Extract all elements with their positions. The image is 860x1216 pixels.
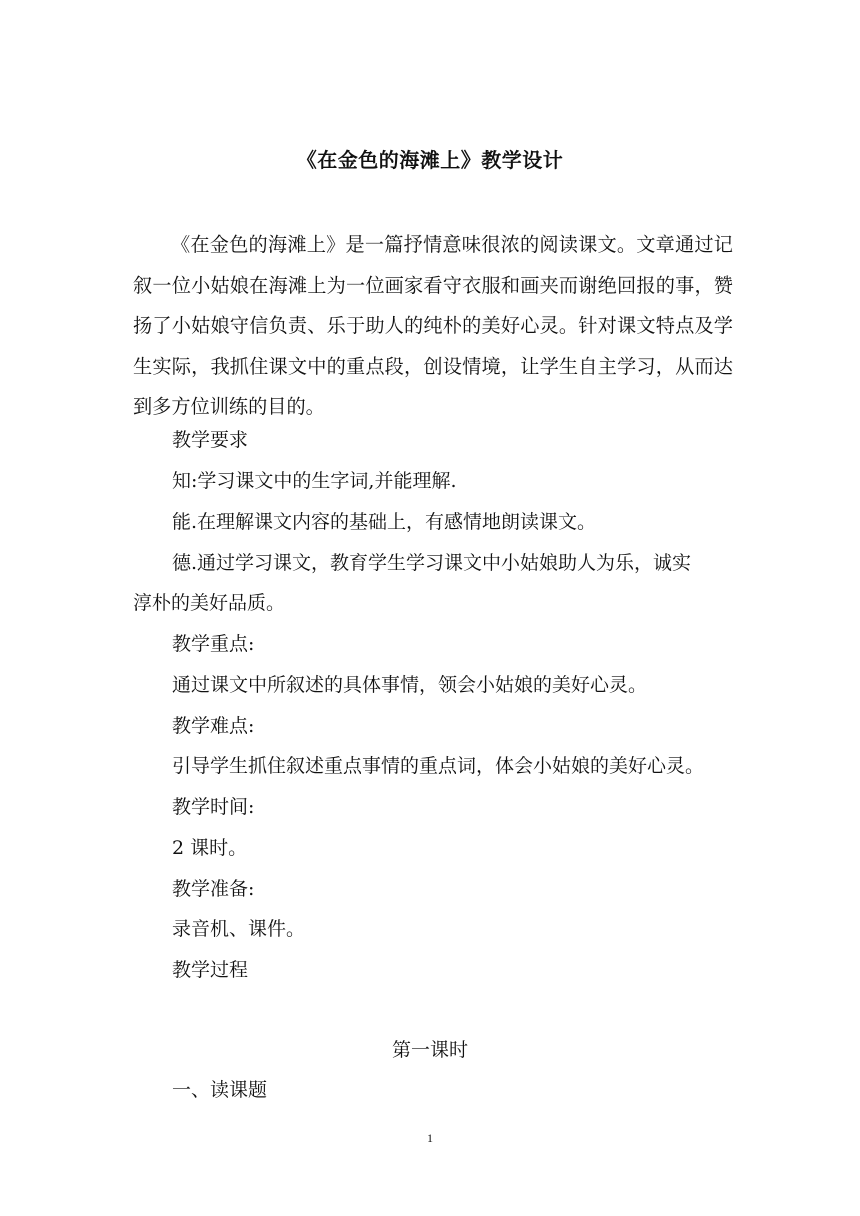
key-points-content: 通过课文中所叙述的具体事情，领会小姑娘的美好心灵。 [172, 674, 648, 696]
difficulty-content: 引导学生抓住叙述重点事情的重点词，体会小姑娘的美好心灵。 [172, 755, 705, 777]
intro-block [133, 225, 733, 428]
step-one: 一、读课题 [172, 1079, 268, 1101]
time-content: 2 课时。 [172, 837, 248, 859]
page-number: 1 [427, 1131, 433, 1145]
preparation-content: 录音机、课件。 [172, 918, 306, 940]
requirement-moral-line2: 淳朴的美好品质。 [133, 592, 286, 614]
lesson-heading: 第一课时 [391, 1039, 468, 1061]
requirements-heading: 教学要求 [172, 429, 249, 451]
requirement-knowledge: 知:学习课文中的生字词,并能理解. [172, 470, 457, 492]
requirement-ability: 能.在理解课文内容的基础上，有感情地朗读课文。 [172, 511, 597, 533]
key-points-heading: 教学重点: [172, 633, 255, 655]
intro-paragraph: 《在金色的海滩上》是一篇抒情意味很浓的阅读课文。文章通过记叙一位小姑娘在海滩上为一位画家看守衣服和画夹而谢绝回报的事，赞扬了小姑娘守信负责、乐于助人的纯朴的美好心灵。针对课文特点及学生实际，我抓住课文中的重点段，创设情境，让学生自主学习，从而达到多方位训练的目的。 [133, 233, 733, 418]
preparation-heading: 教学准备: [172, 878, 255, 900]
time-heading: 教学时间: [172, 796, 255, 818]
document-title: 《在金色的海滩上》教学设计 [296, 148, 564, 172]
requirement-moral-line1: 德.通过学习课文，教育学生学习课文中小姑娘助人为乐，诚实 [172, 552, 692, 574]
difficulty-heading: 教学难点: [172, 715, 255, 737]
process-heading: 教学过程 [172, 959, 249, 981]
